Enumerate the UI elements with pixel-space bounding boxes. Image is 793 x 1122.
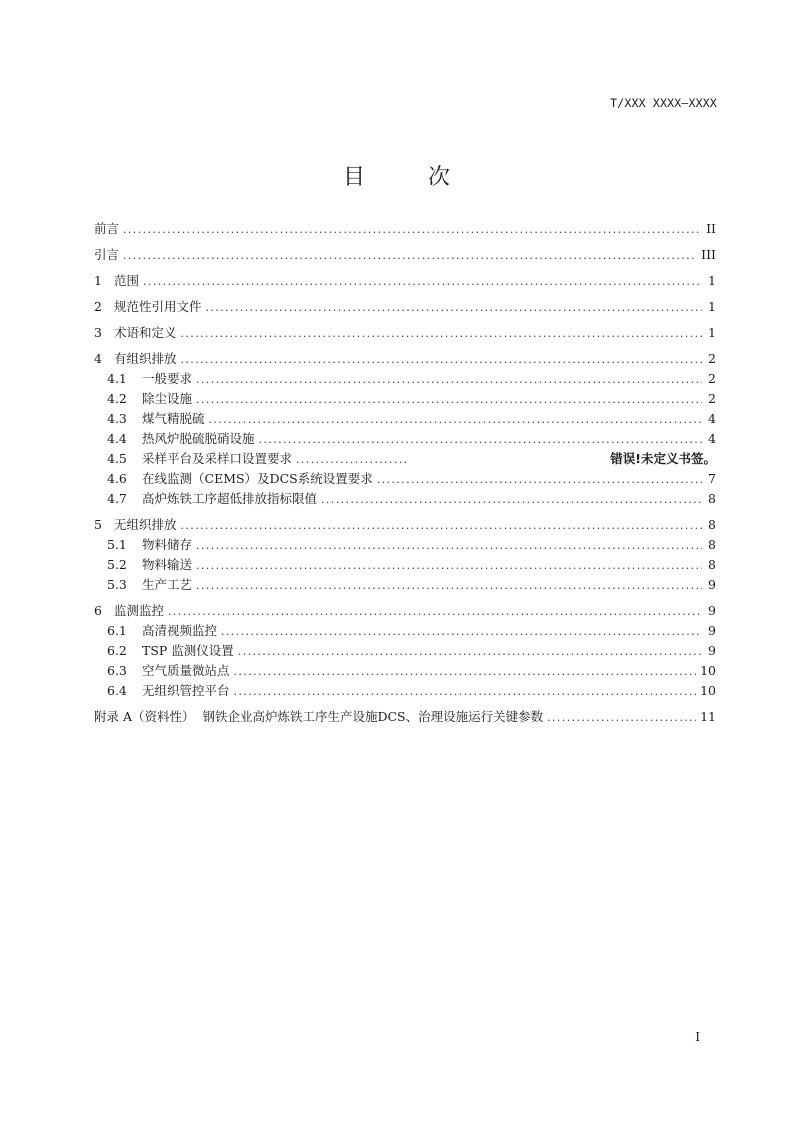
toc-entry-page: 7	[708, 471, 716, 486]
toc-entry-page: III	[701, 247, 716, 262]
toc-leader	[234, 682, 697, 702]
toc-leader	[123, 246, 697, 266]
toc-entry-page: 2	[708, 351, 716, 366]
toc-entry-introduction[interactable]	[94, 245, 716, 265]
toc-entry-text: 热风炉脱硫脱硝设施	[142, 431, 255, 446]
toc-entry-text: 空气质量微站点	[142, 663, 230, 678]
toc-entry-number: 4.2	[107, 391, 127, 406]
toc-entry-page: 11	[700, 709, 716, 724]
toc-entry-page: 9	[708, 623, 716, 638]
toc-leader	[196, 576, 702, 596]
toc-entry-number: 4.5	[107, 451, 127, 466]
toc-entry-organized-emission[interactable]	[94, 349, 716, 369]
toc-entry-page: 4	[708, 411, 716, 426]
toc-entry-4-5[interactable]	[94, 449, 716, 469]
toc-entry-number: 4.4	[107, 431, 127, 446]
toc-leader	[296, 450, 408, 470]
toc-title: 目 次	[343, 165, 478, 190]
toc-entry-text: 物料输送	[142, 557, 193, 572]
toc-entry-number: 3	[94, 325, 102, 340]
toc-entry-number: 6.4	[107, 683, 127, 698]
toc-leader	[181, 324, 702, 344]
toc-entry-number: 4.1	[107, 371, 127, 386]
toc-entry-4-3[interactable]	[94, 409, 716, 429]
toc-entry-page: 2	[708, 391, 716, 406]
toc-entry-page: 9	[708, 577, 716, 592]
toc-entry-monitoring[interactable]	[94, 601, 716, 621]
toc-entry-number: 6	[94, 603, 102, 618]
toc-entry-text: 监测监控	[114, 603, 165, 618]
toc-entry-number: 5.3	[107, 577, 127, 592]
toc-entry-text: 生产工艺	[142, 577, 193, 592]
toc-leader	[196, 556, 702, 576]
toc-entry-number: 5.1	[107, 537, 127, 552]
toc-entry-text: 物料储存	[142, 537, 193, 552]
toc-entry-page: 4	[708, 431, 716, 446]
toc-leader	[143, 272, 702, 292]
toc-entry-text: 引言	[94, 247, 120, 262]
toc-entry-page: 10	[700, 683, 716, 698]
toc-leader	[238, 642, 702, 662]
doc-code: T/XXX XXXX—XXXX	[610, 96, 717, 110]
toc-leader	[181, 350, 702, 370]
toc-entry-5-2[interactable]	[94, 555, 716, 575]
toc-leader	[234, 662, 697, 682]
toc-entry-appendix-a[interactable]	[94, 707, 716, 727]
toc-entry-text: 高炉炼铁工序超低排放指标限值	[142, 491, 318, 506]
toc-entry-scope[interactable]	[94, 271, 716, 291]
toc-entry-fugitive-emission[interactable]	[94, 515, 716, 535]
toc-leader	[209, 410, 702, 430]
bookmark-error-text: 错误!未定义书签。	[610, 451, 716, 466]
toc-entry-5-3[interactable]	[94, 575, 716, 595]
toc-entry-page: 10	[700, 663, 716, 678]
toc-entry-4-4[interactable]	[94, 429, 716, 449]
toc-leader	[196, 390, 702, 410]
toc-entry-terms[interactable]	[94, 323, 716, 343]
toc-entry-number: 2	[94, 299, 102, 314]
toc-entry-page: 2	[708, 371, 716, 386]
toc-entry-6-2[interactable]	[94, 641, 716, 661]
toc-entry-number: 6.1	[107, 623, 127, 638]
toc-leader	[206, 298, 702, 318]
toc-entry-text: 前言	[94, 221, 120, 236]
toc-entry-normative-references[interactable]	[94, 297, 716, 317]
toc-entry-number: 5.2	[107, 557, 127, 572]
toc-entry-5-1[interactable]	[94, 535, 716, 555]
toc-entry-number: 4	[94, 351, 102, 366]
toc-entry-number: 5	[94, 517, 102, 532]
toc-leader	[196, 536, 702, 556]
toc-entry-page: 8	[708, 537, 716, 552]
toc-entry-number: 4.6	[107, 471, 127, 486]
toc-entry-text: 高清视频监控	[142, 623, 218, 638]
toc-entry-text: 规范性引用文件	[114, 299, 202, 314]
toc-entry-number: 4.3	[107, 411, 127, 426]
toc-entry-number: 6.3	[107, 663, 127, 678]
toc-entry-6-3[interactable]	[94, 661, 716, 681]
toc-entry-page: II	[706, 221, 716, 236]
toc-entry-page: 1	[708, 325, 716, 340]
toc-entry-text: 术语和定义	[114, 325, 177, 340]
toc-leader	[321, 490, 702, 510]
toc-entry-number: 6.2	[107, 643, 127, 658]
toc-entry-text: 无组织排放	[114, 517, 177, 532]
toc-leader	[377, 470, 702, 490]
toc-entry-4-2[interactable]	[94, 389, 716, 409]
toc-entry-foreword[interactable]	[94, 219, 716, 239]
toc-entry-4-7[interactable]	[94, 489, 716, 509]
toc-entry-6-1[interactable]	[94, 621, 716, 641]
toc-entry-number: 4.7	[107, 491, 127, 506]
toc-entry-text: 在线监测（CEMS）及DCS系统设置要求	[142, 471, 373, 486]
toc-entry-text: 有组织排放	[114, 351, 177, 366]
toc-entry-page: 9	[708, 643, 716, 658]
toc-entry-4-6[interactable]	[94, 469, 716, 489]
toc-entry-text: TSP 监测仪设置	[142, 643, 234, 658]
toc-entry-6-4[interactable]	[94, 681, 716, 701]
toc-leader	[221, 622, 702, 642]
toc-entry-page: 1	[708, 299, 716, 314]
toc-entry-page: 8	[708, 491, 716, 506]
toc-leader	[168, 602, 702, 622]
toc-entry-text: 采样平台及采样口设置要求	[142, 451, 293, 466]
page-number: I	[695, 1030, 700, 1044]
toc-entry-4-1[interactable]	[94, 369, 716, 389]
toc-entry-text: 一般要求	[142, 371, 193, 386]
toc-entry-page: 1	[708, 273, 716, 288]
toc-entry-page: 9	[708, 603, 716, 618]
toc-entry-text: 除尘设施	[142, 391, 193, 406]
toc-entry-text: 煤气精脱硫	[142, 411, 205, 426]
toc-leader	[123, 220, 702, 240]
toc-leader	[547, 708, 696, 728]
table-of-contents	[94, 219, 716, 727]
toc-entry-text: 附录 A（资料性） 钢铁企业高炉炼铁工序生产设施DCS、治理设施运行关键参数	[94, 709, 544, 724]
toc-entry-text: 无组织管控平台	[142, 683, 230, 698]
toc-leader	[259, 430, 702, 450]
toc-leader	[181, 516, 702, 536]
toc-entry-page: 8	[708, 557, 716, 572]
toc-leader	[196, 370, 702, 390]
toc-entry-page: 8	[708, 517, 716, 532]
toc-entry-text: 范围	[114, 273, 140, 288]
toc-entry-number: 1	[94, 273, 102, 288]
